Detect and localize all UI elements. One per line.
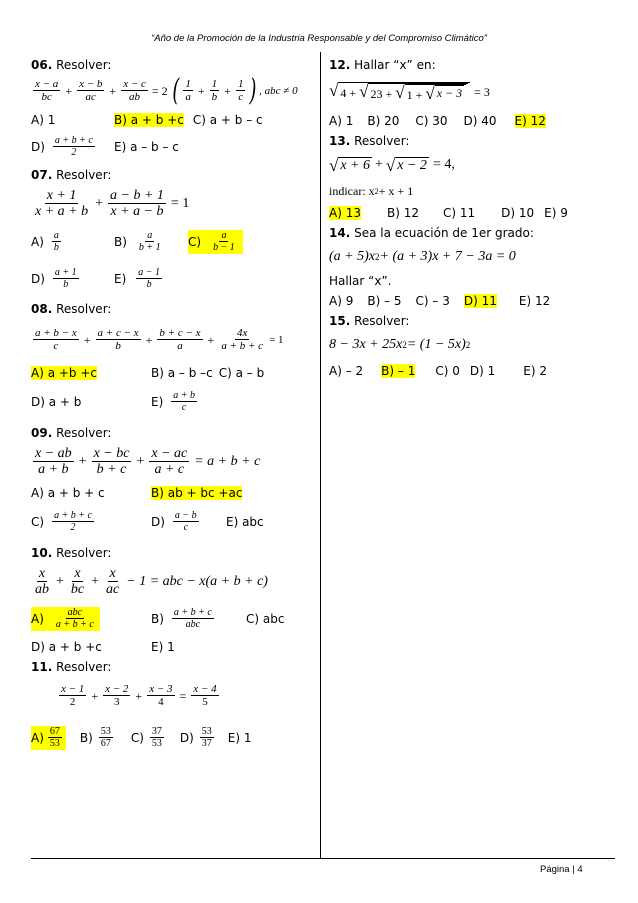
option-a-answer[interactable]: A) a +b +c <box>31 366 98 380</box>
option-c[interactable]: C) 0 <box>435 364 460 378</box>
option-c[interactable]: C) 30 <box>415 114 448 128</box>
question-12-title: 12. Hallar “x” en: <box>329 58 436 72</box>
footer-divider <box>31 858 615 859</box>
option-b[interactable]: B) $\frac{a}{b + 1}$ <box>114 230 161 254</box>
options-10-row2 <box>31 636 318 658</box>
option-b[interactable]: B) $\frac{53}{67}$ <box>79 726 111 750</box>
option-a[interactable]: A) 9 <box>329 294 354 308</box>
option-d[interactable]: D) $\frac{a + 1}{b}$ <box>31 267 77 291</box>
option-d[interactable]: D) $\frac{53}{37}$ <box>179 726 212 750</box>
option-e[interactable]: E) a – b – c <box>114 140 179 154</box>
options-14 <box>329 290 619 312</box>
page-header: “Año de la Promoción de la Industria Responsable y del Compromiso Climático” <box>151 33 487 44</box>
question-07-title: 07. Resolver: <box>31 168 112 182</box>
question-label: Resolver: <box>56 58 112 72</box>
equation-15: 8 − 3x + 25x 2 = (1 − 5x) 2 <box>329 337 471 352</box>
options-13 <box>329 202 619 224</box>
question-09-title: 09. Resolver: <box>31 426 112 440</box>
option-e[interactable]: E) 12 <box>518 294 551 308</box>
option-c[interactable]: C) abc <box>246 612 285 626</box>
option-b-answer[interactable]: B) a + b +c <box>114 113 184 127</box>
question-15-title: 15. Resolver: <box>329 314 410 328</box>
options-09 <box>31 482 318 504</box>
options-06 <box>31 108 318 132</box>
page-number: Página | 4 <box>540 864 583 875</box>
equation-07: $\frac{x + 1}{x + a + b}$ + $\frac{a - b + 1}{x + a - b}$ = 1 <box>35 187 190 220</box>
option-b[interactable]: B) – 5 <box>367 294 402 308</box>
equation-10: $\frac{x}{ab}$ + $\frac{x}{bc}$ + $\frac{x}{ac}$ − 1 = abc − x(a + b + c) <box>35 565 268 598</box>
option-b[interactable]: B) 12 <box>386 206 419 220</box>
right-column <box>329 56 619 382</box>
question-06-title <box>31 56 318 74</box>
options-07 <box>31 224 318 260</box>
options-07-row2 <box>31 260 318 298</box>
options-08-row2 <box>31 384 318 420</box>
option-e[interactable]: E) abc <box>226 515 264 529</box>
option-d[interactable]: D) 10 <box>501 206 535 220</box>
option-b-answer[interactable]: B) ab + bc +ac <box>151 486 243 500</box>
option-b[interactable]: B) a – b –c <box>151 366 213 380</box>
equation-09: $\frac{x - ab}{a + b}$ + $\frac{x - bc}{b + c}$ + $\frac{x - ac}{a + c}$ = a + b + c <box>35 445 261 478</box>
options-11 <box>31 716 318 760</box>
option-e[interactable]: E) $\frac{a + b}{c}$ <box>151 390 196 414</box>
options-15 <box>329 360 619 382</box>
option-a[interactable]: A) $\frac{a}{b}$ <box>31 230 59 254</box>
question-08-title: 08. Resolver: <box>31 302 112 316</box>
option-c[interactable]: C) 11 <box>442 206 476 220</box>
equation-14: (a + 5)x 2 + (a + 3)x + 7 − 3a = 0 <box>329 249 516 264</box>
option-c-answer[interactable]: C) $\frac{a}{b - 1}$ <box>188 230 243 254</box>
option-e[interactable]: E) $\frac{a - 1}{b}$ <box>114 267 161 291</box>
options-08 <box>31 362 318 384</box>
equation-06: $\frac{x - a}{bc}$ + $\frac{x - b}{ac}$ + $\frac{x - c}{ab}$ = 2 ( $\frac{1}{a}$ + $\frac{1}{b}$ + $\frac{1}{c}$ ) , abc ≠ 0 <box>35 73 298 108</box>
option-a-answer[interactable]: A) 13 <box>329 206 361 220</box>
indicate-text: indicar: x 2 + x + 1 <box>329 183 414 198</box>
options-06-row2 <box>31 132 318 162</box>
equation-11: $\frac{x - 1}{2}$ + $\frac{x - 2}{3}$ + $\frac{x - 3}{4}$ = $\frac{x - 4}{5}$ <box>61 683 217 709</box>
option-e[interactable]: E) 9 <box>544 206 568 220</box>
option-d[interactable]: D) $\frac{a + b + c}{2}$ <box>31 135 93 159</box>
question-13-title: 13. Resolver: <box>329 134 410 148</box>
option-d[interactable]: D) $\frac{a - b}{c}$ <box>151 510 197 534</box>
option-e-answer[interactable]: E) 12 <box>514 114 546 128</box>
option-b[interactable]: B) 20 <box>367 114 400 128</box>
equation-12: √ 4 + √ 23 + √ 1 + √ x − 3 = 3 <box>329 80 490 103</box>
option-b[interactable]: B) $\frac{a + b + c}{\text{abc}}$ <box>151 607 212 631</box>
option-c[interactable]: C) $\frac{37}{53}$ <box>130 726 162 750</box>
option-a[interactable]: A) a + b + c <box>31 486 105 500</box>
option-a-answer[interactable]: A) $\frac{67}{53}$ <box>31 726 66 750</box>
option-d-answer[interactable]: D) 11 <box>463 294 497 308</box>
find-text: Hallar “x”. <box>329 274 392 288</box>
options-10 <box>31 602 318 636</box>
option-e[interactable]: E) 2 <box>523 364 547 378</box>
options-09-row2 <box>31 504 318 540</box>
option-d[interactable]: D) a + b +c <box>31 640 102 654</box>
column-divider <box>320 52 321 858</box>
option-c[interactable]: C) $\frac{a + b + c}{2}$ <box>31 510 92 534</box>
option-c[interactable]: C) a – b <box>218 366 265 380</box>
option-c[interactable]: C) – 3 <box>415 294 450 308</box>
equation-08: $\frac{a + b - x}{c}$ + $\frac{a + c - x}{b}$ + $\frac{b + c - x}{a}$ + $\frac{4x}{a + b + c}$ = 1 <box>35 327 284 353</box>
left-column <box>31 56 318 760</box>
option-a[interactable]: A) 1 <box>31 113 56 127</box>
option-e[interactable]: E) 1 <box>227 731 252 745</box>
question-14-title: 14. Sea la ecuación de 1er grado: <box>329 226 534 240</box>
option-d[interactable]: D) 40 <box>463 114 497 128</box>
options-12 <box>329 110 619 132</box>
equation-13: √ x + 6 + √ x − 2 = 4, <box>329 155 455 175</box>
question-10-title: 10. Resolver: <box>31 546 112 560</box>
option-b-answer[interactable]: B) – 1 <box>381 364 416 378</box>
option-a-answer[interactable]: A) $\frac{\text{abc}}{a + b + c}$ <box>31 607 151 631</box>
question-11-title: 11. Resolver: <box>31 660 112 674</box>
option-c[interactable]: C) a + b – c <box>192 113 263 127</box>
option-a[interactable]: A) – 2 <box>329 364 364 378</box>
option-d[interactable]: D) 1 <box>469 364 496 378</box>
question-number: 06. <box>31 58 53 72</box>
option-e[interactable]: E) 1 <box>151 640 175 654</box>
option-d[interactable]: D) a + b <box>31 395 82 409</box>
option-a[interactable]: A) 1 <box>329 114 354 128</box>
